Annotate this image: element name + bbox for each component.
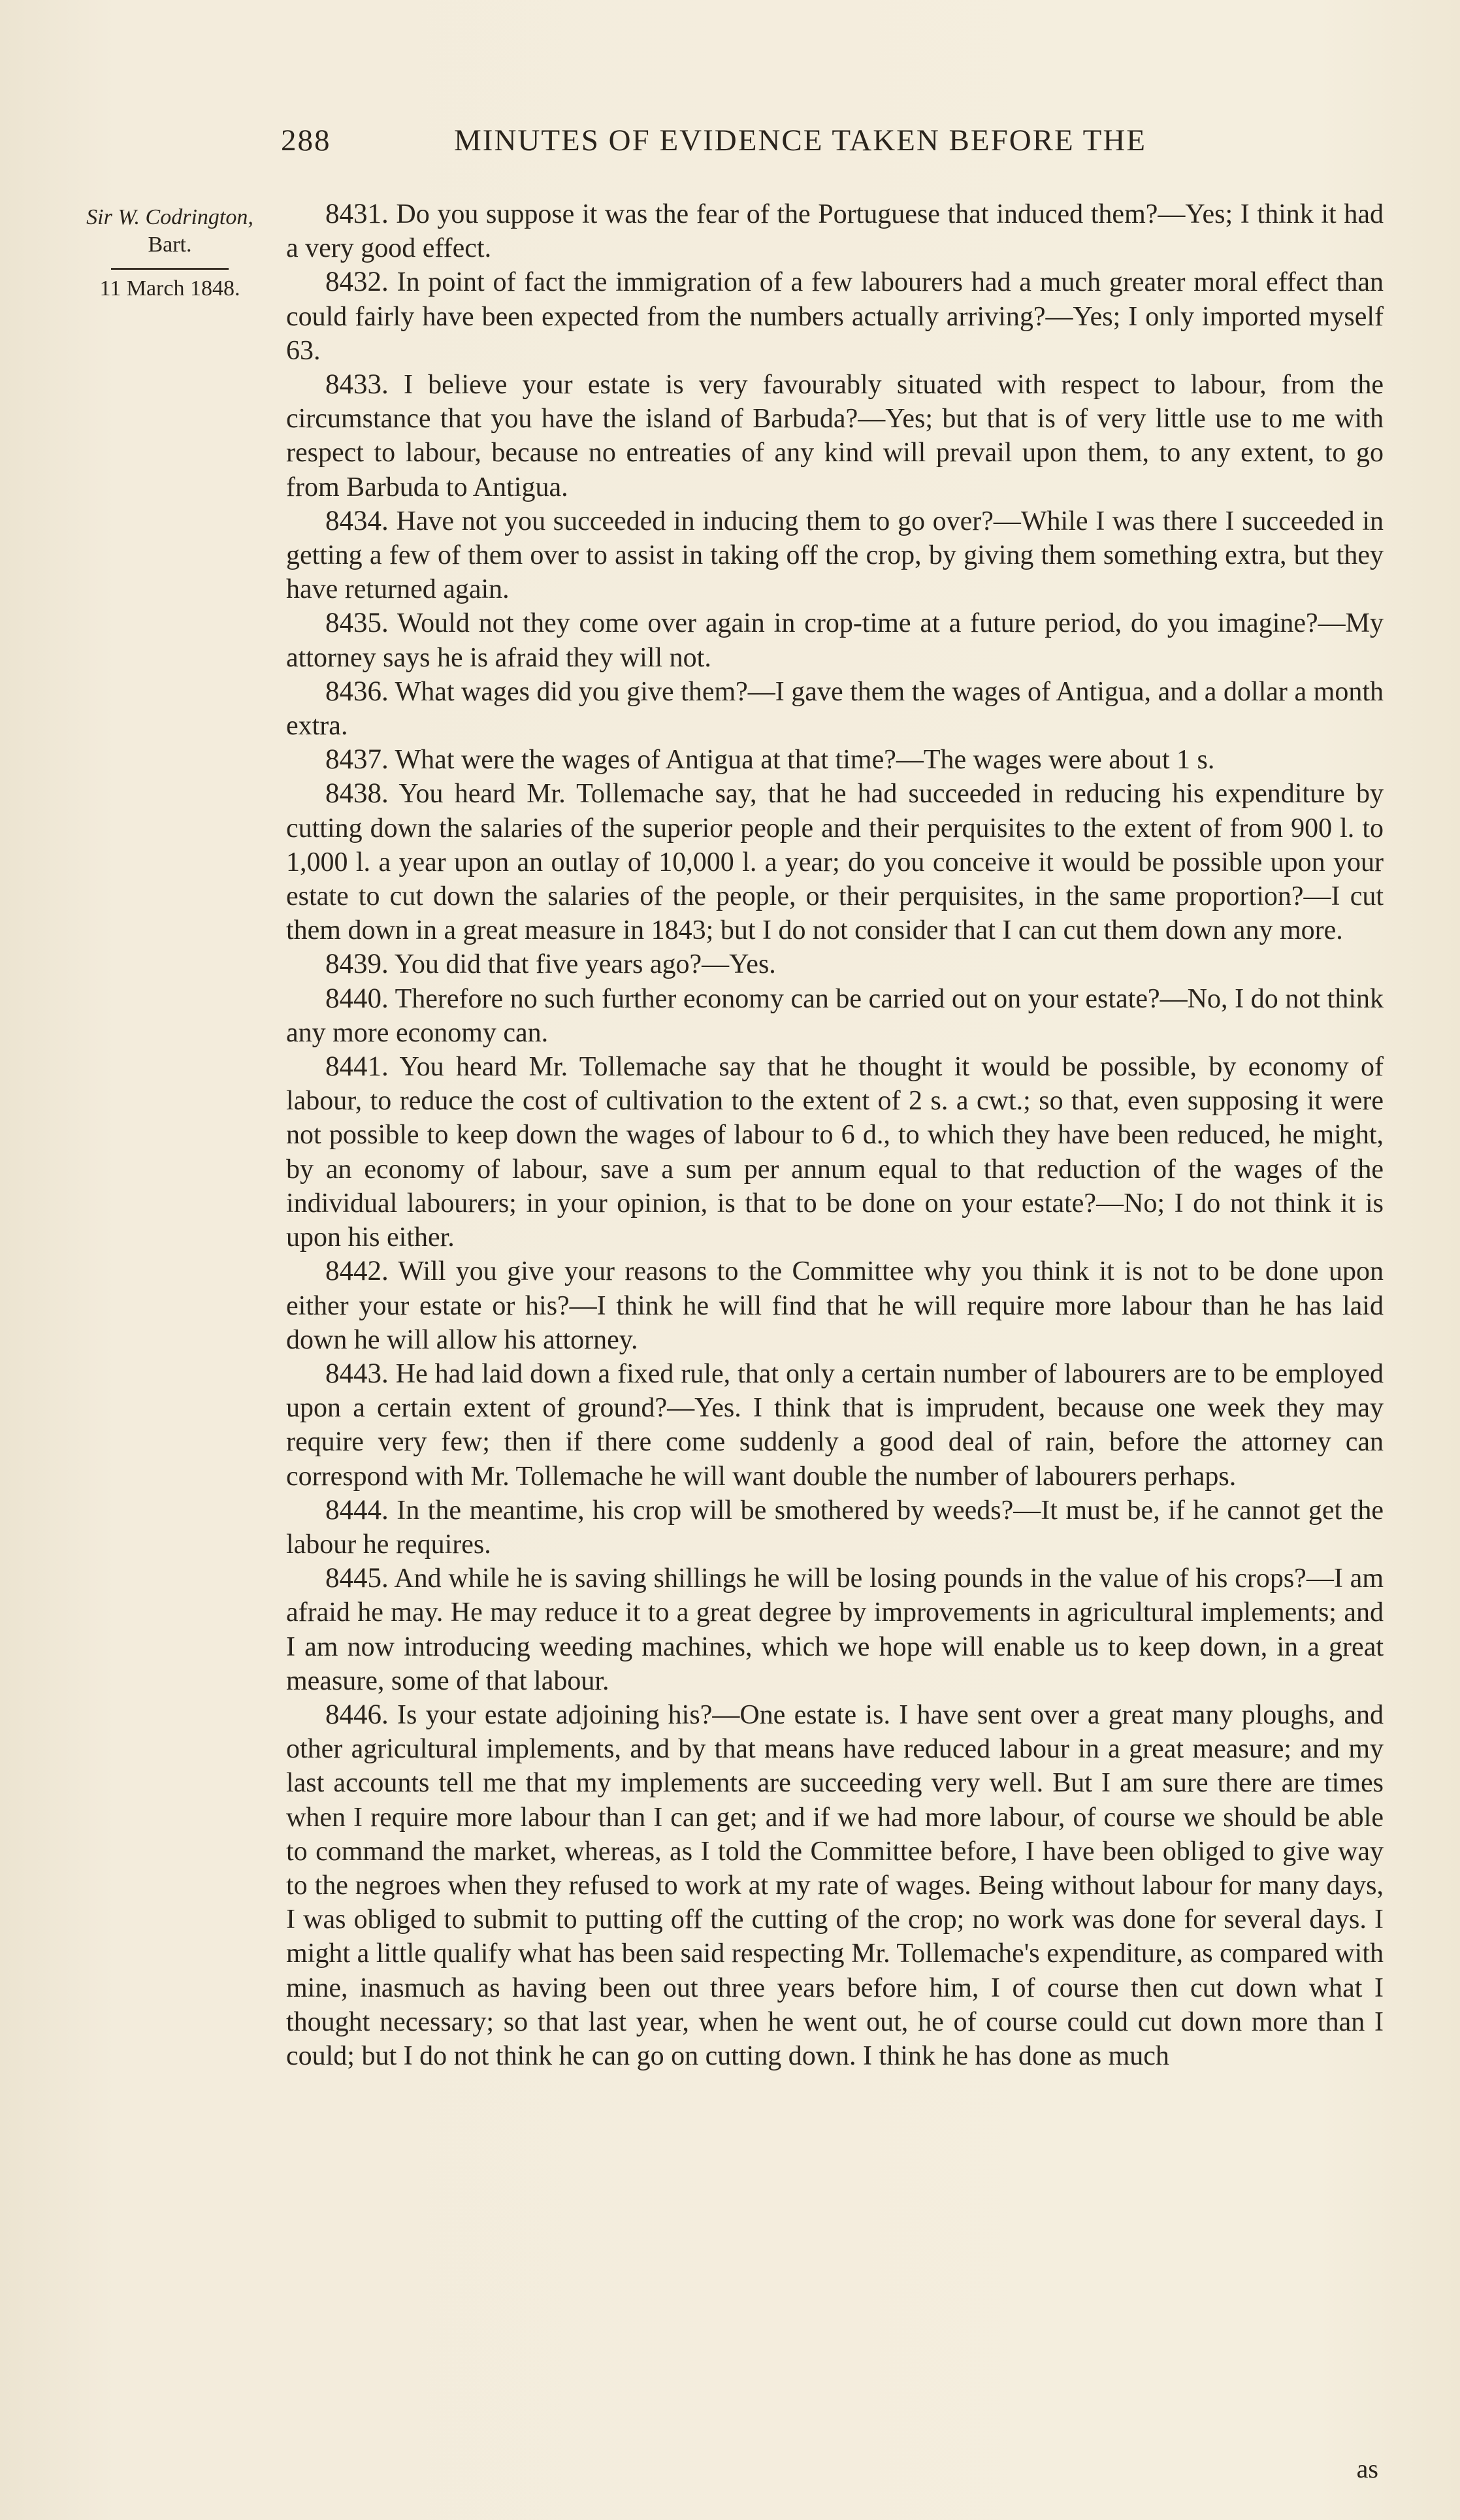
question-text: In the meantime, his crop will be smothered by weeds?—It must be, if he cannot get the labour he requires. (286, 1495, 1384, 1560)
question-8445 (286, 1562, 1384, 1698)
question-number: 8444. (325, 1494, 389, 1526)
question-number: 8436. (325, 676, 389, 707)
evidence-body (286, 197, 1384, 2073)
question-number: 8432. (325, 267, 389, 298)
question-text: You did that five years ago?—Yes. (394, 949, 776, 980)
question-8432 (286, 265, 1384, 368)
question-text: In point of fact the immigration of a few labourers had a much greater moral effect than could fairly have been expected from the numbers actually arriving?—Yes; I only imported myself 63. (286, 267, 1384, 366)
question-8443 (286, 1357, 1384, 1494)
running-title: MINUTES OF EVIDENCE TAKEN BEFORE THE (454, 123, 1147, 157)
question-8441 (286, 1050, 1384, 1254)
question-text: I believe your estate is very favourably situated with respect to labour, from the circumstance that you have the island of Barbuda?—Yes; but that is of very little use to me with respect to labour, because no entreaties of any kind will prevail upon them, to any extent, to go from Barbuda to Antigua. (286, 370, 1384, 502)
question-number: 8437. (325, 744, 389, 776)
question-text: Therefore no such further economy can be carried out on your estate?—No, I do not think any more economy can. (286, 983, 1384, 1048)
question-8446 (286, 1698, 1384, 2073)
question-number: 8441. (325, 1051, 389, 1083)
question-text: You heard Mr. Tollemache say, that he had succeeded in reducing his expenditure by cutting down the salaries of the superior people and their perquisites to the extent of from 900 l. to 1,000 l. a year upon an outlay of 10,000 l. a year; do you conceive it would be possible upon your estate to cut down the salaries of the people, or their perquisites, in the same proportion?—I cut them down in a great measure in 1843; but I do not consider that I can cut them down any more. (286, 779, 1384, 946)
witness-title: Bart. (148, 233, 192, 257)
evidence-date: 11 March 1848. (99, 276, 240, 301)
question-8435 (286, 606, 1384, 674)
question-number: 8434. (325, 505, 389, 536)
question-text: He had laid down a fixed rule, that only a certain number of labourers are to be employed upon a certain extent of ground?—Yes. I think that is imprudent, because one week they may require very few; then if there come suddenly a good deal of rain, before the attorney can correspond with Mr. Tollemache he will want double the number of labourers perhaps. (286, 1358, 1384, 1492)
question-8431 (286, 197, 1384, 265)
question-text: You heard Mr. Tollemache say that he thought it would be possible, by economy of labour, to reduce the cost of cultivation to the extent of 2 s. a cwt.; so that, even supposing it were not possible to keep down the wages of labour to 6 d., to which they have been reduced, he might, by an economy of labour, save a sum per annum equal to that reduction of the wages of the individual labourers; in your opinion, is that to be done on your estate?—No; I do not think it is upon his either. (286, 1052, 1384, 1253)
question-text: Will you give your reasons to the Committee why you think it is not to be done upon either your estate or his?—I think he will find that he will require more labour than he has laid down he will allow his attorney. (286, 1256, 1384, 1355)
question-number: 8433. (325, 369, 389, 401)
question-number: 8446. (325, 1699, 389, 1730)
question-text: Is your estate adjoining his?—One estate is. I have sent over a great many ploughs, and other agricultural implements, and by that means have reduced labour in a great measure; and my last accounts tell me that my implements are succeeding very well. But I am sure there are times when I require more labour than I can get; and if we had more labour, of course we should be able to command the market, whereas, as I told the Committee before, I have been obliged to give way to the negroes when they refused to work at my rate of wages. Being without labour for many days, I was obliged to submit to putting off the cutting of the crop; no work was done for several days. I might a little qualify what has been said respecting Mr. Tollemache's expenditure, as compared with mine, inasmuch as having been out three years before him, I of course then cut down what I thought necessary; so that last year, when he went out, he of course could cut down more than I could; but I do not think he can go on cutting down. I think he has done as much (286, 1699, 1384, 2071)
question-number: 8445. (325, 1563, 389, 1594)
margin-note (39, 204, 300, 303)
question-8438 (286, 777, 1384, 947)
catchword: as (1356, 2454, 1378, 2483)
question-8440 (286, 982, 1384, 1050)
question-8433 (286, 368, 1384, 504)
question-text: What were the wages of Antigua at that time?—The wages were about 1 s. (395, 745, 1215, 776)
question-number: 8438. (325, 778, 389, 810)
question-text: Do you suppose it was the fear of the Portuguese that induced them?—Yes; I think it had a very good effect. (286, 199, 1384, 264)
witness-name: Sir W. Codrington, (86, 205, 253, 229)
question-number: 8435. (325, 608, 389, 639)
page-number: 288 (281, 123, 331, 157)
question-8437 (286, 743, 1384, 777)
question-8444 (286, 1494, 1384, 1562)
question-text: Would not they come over again in crop-time at a future period, do you imagine?—My attorney says he is afraid they will not. (286, 608, 1384, 673)
question-8434 (286, 504, 1384, 607)
question-number: 8431. (325, 199, 389, 229)
question-number: 8443. (325, 1358, 389, 1389)
question-text: And while he is saving shillings he will be losing pounds in the value of his crops?—I am afraid he may. He may reduce it to a great degree by improvements in agricultural implements; and I am now introducing weeding machines, which we hope will enable us to keep down, in a great measure, some of that labour. (286, 1563, 1384, 1696)
question-text: Have not you succeeded in inducing them to go over?—While I was there I succeeded in getting a few of them over to assist in taking off the crop, by giving them something extra, but they have returned again. (286, 506, 1384, 605)
question-number: 8440. (325, 983, 389, 1014)
question-8436 (286, 675, 1384, 743)
question-number: 8442. (325, 1256, 389, 1287)
question-number: 8439. (325, 949, 389, 980)
question-8442 (286, 1254, 1384, 1357)
margin-rule (111, 268, 229, 270)
question-text: What wages did you give them?—I gave them the wages of Antigua, and a dollar a month extra. (286, 676, 1384, 742)
question-8439 (286, 947, 1384, 981)
